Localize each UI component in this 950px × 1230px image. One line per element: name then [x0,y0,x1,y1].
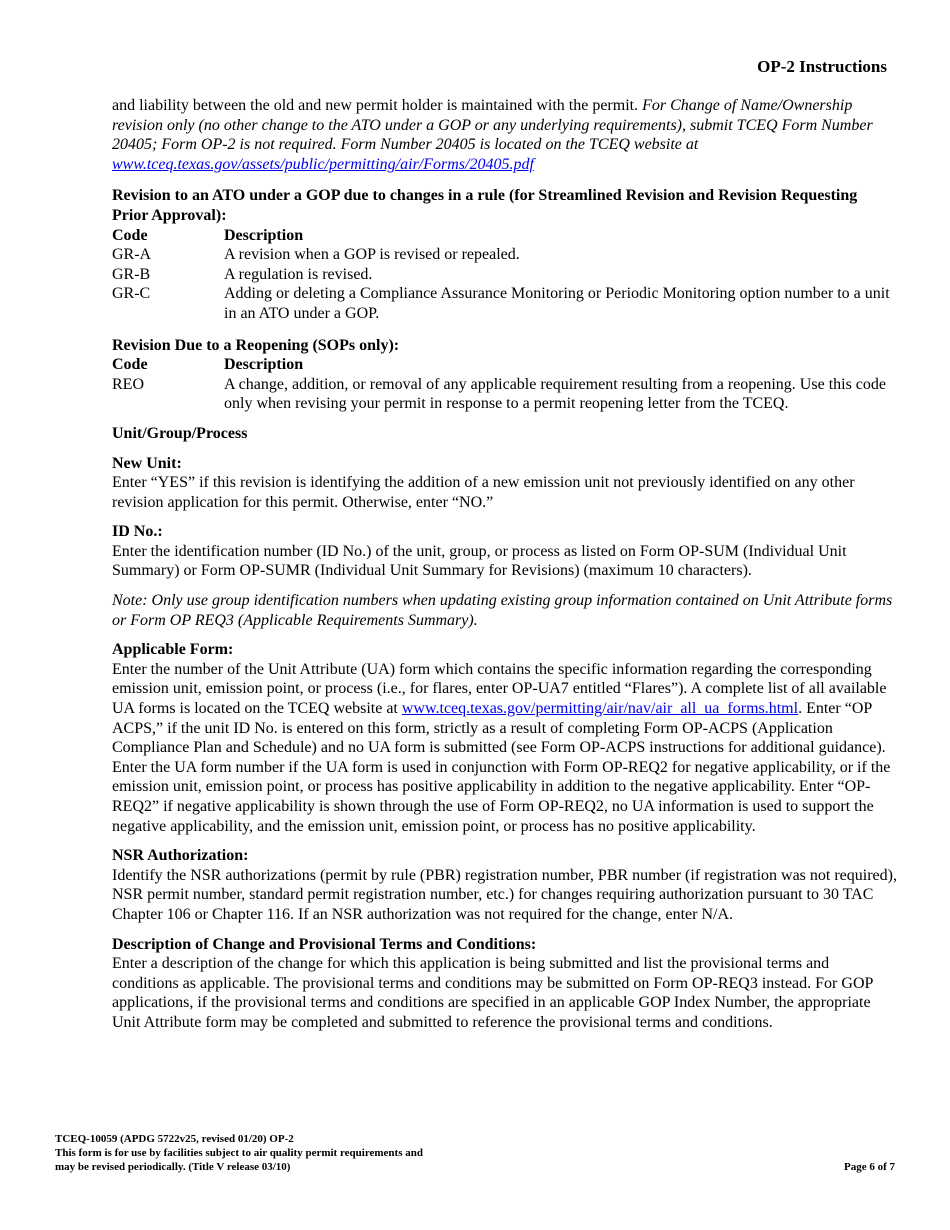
reopening-code-table [112,355,897,414]
form-20405-link[interactable]: www.tceq.texas.gov/assets/public/permitting/air/Forms/20405.pdf [112,155,534,173]
new-unit-text: Enter “YES” if this revision is identifying the addition of a new emission unit not previously identified on any other revision application for this permit. Otherwise, enter “NO.” [112,474,855,511]
code-cell: GR-B [112,265,151,283]
reopening-title: Revision Due to a Reopening (SOPs only): [112,336,400,354]
description-cell: A change, addition, or removal of any applicable requirement resulting from a reopening. Use this code only when revising your permit in response to a permit reopening letter from the TCEQ. [224,375,887,413]
intro-paragraph [112,96,897,174]
description-cell: A revision when a GOP is revised or repealed. [224,246,520,264]
description-of-change-text: Enter a description of the change for which this application is being submitted and list the provisional terms and conditions as applicable. The provisional terms and conditions may be submitted on Form OP-REQ3 instead. For GOP applications, if the provisional terms and conditions are specified in an applicable GOP Index Number, the appropriate Unit Attribute form may be completed and submitted to reference the provisional terms and conditions. [112,955,873,1031]
code-cell: REO [112,375,144,393]
applicable-form-text-part2: . Enter “OP ACPS,” if the unit ID No. is entered on this form, strictly as a result of completing Form OP-ACPS (Application Compliance Plan and Schedule) and no UA form is submitted (see Form OP-ACPS instructions for additional guidance). Enter the UA form number if the UA form is used in conjunction with Form OP-REQ2 for negative applicability, or if the emission unit, emission point, or process has positive applicability in addition to the negative applicability. Enter “OP-REQ2” if negative applicability is shown through the use of Form OP-REQ2, no UA information is used to support the negative applicability, and the emission unit, emission point, or process has no positive applicability. [112,700,891,835]
column-header-code: Code [112,356,148,374]
unit-group-process-heading: Unit/Group/Process [112,424,248,442]
table-row [112,284,897,323]
description-cell: Adding or deleting a Compliance Assurance Monitoring or Periodic Monitoring option number to a unit in an ATO under a GOP. [224,285,890,322]
table-header [112,355,897,375]
footer-form-id: TCEQ-10059 (APDG 5722v25, revised 01/20) OP-2 [55,1133,294,1145]
table-row [112,375,897,414]
table-row [112,265,897,285]
id-no-heading: ID No.: [112,523,163,541]
intro-italic-text: For Change of Name/Ownership revision only (no other change to the ATO under a GOP or any underlying requirements), submit TCEQ Form Number 20405; Form OP-2 is not required. Form Number 20405 is located on the TCEQ website at [112,97,873,154]
applicable-form-text [112,660,897,836]
code-cell: GR-C [112,285,151,303]
description-cell: A regulation is revised. [224,265,373,283]
table-row [112,245,897,265]
footer-usage-line-2: may be revised periodically. (Title V release 03/10) [55,1161,291,1173]
page-number: Page 6 of 7 [843,1161,895,1173]
id-no-note: Note: Only use group identification numbers when updating existing group information contained on Unit Attribute forms or Form OP REQ3 (Applicable Requirements Summary). [112,592,893,629]
applicable-form-text-part1: Enter the number of the Unit Attribute (UA) form which contains the specific information regarding the corresponding emission unit, emission point, or process (i.e., for flares, enter OP-UA7 entitled “Flares”). A complete list of all available UA forms is located on the TCEQ website at [112,660,887,718]
description-of-change-heading: Description of Change and Provisional Terms and Conditions: [112,935,537,953]
id-no-text: Enter the identification number (ID No.) of the unit, group, or process as listed on Form OP-SUM (Individual Unit Summary) or Form OP-SUMR (Individual Unit Summary for Revisions) (maximum 10 characters). [112,542,847,580]
gop-rule-code-table [112,226,897,324]
page-header-title: OP-2 Instructions [757,57,887,76]
nsr-authorization-text: Identify the NSR authorizations (permit by rule (PBR) registration number, PBR number (if registration was not required), NSR permit number, standard permit registration number, etc.) for changes requiring authorization pursuant to 30 TAC Chapter 106 or Chapter 116. If an NSR authorization was not required for the change, enter N/A. [112,866,897,923]
page-content [112,96,897,1033]
code-cell: GR-A [112,246,152,264]
intro-text: and liability between the old and new permit holder is maintained with the permit. [112,97,643,114]
nsr-authorization-heading: NSR Authorization: [112,847,249,865]
column-header-description: Description [224,226,304,244]
page-footer [55,1132,895,1174]
table-header [112,226,897,246]
ua-forms-link[interactable]: www.tceq.texas.gov/permitting/air/nav/air_all_ua_forms.html [401,700,799,718]
new-unit-heading: New Unit: [112,454,182,472]
column-header-description: Description [224,356,304,374]
gop-rule-title: Revision to an ATO under a GOP due to changes in a rule (for Streamlined Revision and Revision Requesting Prior Approval): [112,187,858,224]
footer-usage-line-1: This form is for use by facilities subject to air quality permit requirements and [55,1147,423,1159]
column-header-code: Code [112,226,148,244]
applicable-form-heading: Applicable Form: [112,641,234,659]
